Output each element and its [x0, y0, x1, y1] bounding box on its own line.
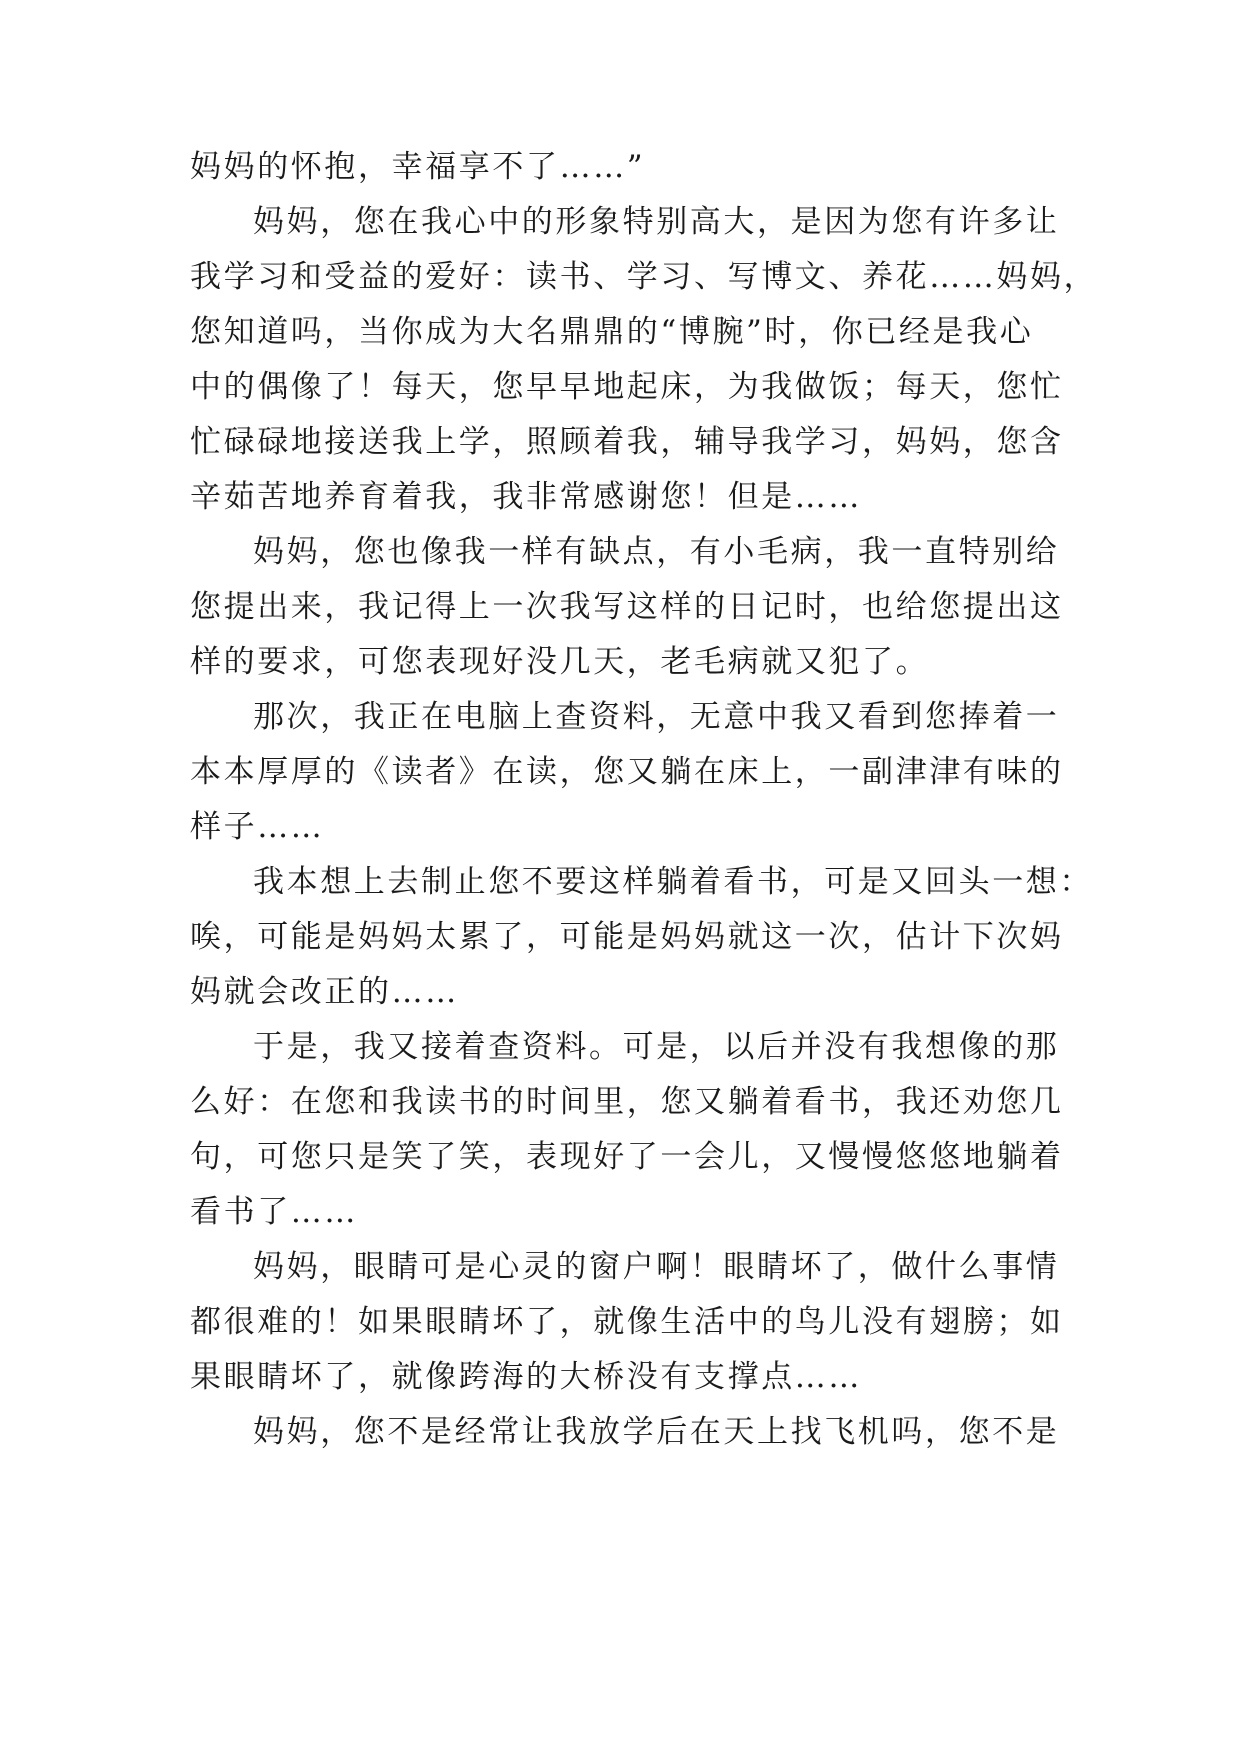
text-line: 么好：在您和我读书的时间里，您又躺着看书，我还劝您几 [190, 1084, 1064, 1120]
text-line: 唉，可能是妈妈太累了，可能是妈妈就这一次，估计下次妈 [190, 919, 1064, 955]
text-line: 本本厚厚的《读者》在读，您又躺在床上，一副津津有味的 [190, 754, 1064, 790]
text-line: 样的要求，可您表现好没几天，老毛病就又犯了。 [190, 644, 930, 680]
text-line: 果眼睛坏了，就像跨海的大桥没有支撑点…… [190, 1359, 862, 1395]
text-line: 忙碌碌地接送我上学，照顾着我，辅导我学习，妈妈，您含 [190, 424, 1064, 460]
paragraph-first-line: 我本想上去制止您不要这样躺着看书，可是又回头一想： [253, 864, 1093, 900]
text-line: 都很难的！如果眼睛坏了，就像生活中的鸟儿没有翅膀；如 [190, 1304, 1064, 1340]
text-line: 样子…… [190, 809, 325, 845]
paragraph-first-line: 妈妈，您在我心中的形象特别高大，是因为您有许多让 [253, 204, 1060, 240]
paragraph-first-line: 妈妈，眼睛可是心灵的窗户啊！眼睛坏了，做什么事情 [253, 1249, 1060, 1285]
text-line: 句，可您只是笑了笑，表现好了一会儿，又慢慢悠悠地躺着 [190, 1139, 1064, 1175]
paragraph-first-line: 妈妈，您也像我一样有缺点，有小毛病，我一直特别给 [253, 534, 1060, 570]
text-line: 我学习和受益的爱好：读书、学习、写博文、养花……妈妈， [190, 259, 1098, 295]
text-line: 辛茹苦地养育着我，我非常感谢您！但是…… [190, 479, 862, 515]
paragraph-first-line: 于是，我又接着查资料。可是，以后并没有我想像的那 [253, 1029, 1060, 1065]
text-line: 您知道吗，当你成为大名鼎鼎的“博腕”时，你已经是我心 [190, 314, 1034, 350]
text-line: 中的偶像了！每天，您早早地起床，为我做饭；每天，您忙 [190, 369, 1064, 405]
text-line: 妈就会改正的…… [190, 974, 459, 1010]
text-line: 您提出来，我记得上一次我写这样的日记时，也给您提出这 [190, 589, 1064, 625]
text-line: 妈妈的怀抱，幸福享不了……” [190, 149, 646, 185]
paragraph-first-line: 那次，我正在电脑上查资料，无意中我又看到您捧着一 [253, 699, 1060, 735]
paragraph-first-line: 妈妈，您不是经常让我放学后在天上找飞机吗，您不是 [253, 1414, 1060, 1450]
text-line: 看书了…… [190, 1194, 358, 1230]
